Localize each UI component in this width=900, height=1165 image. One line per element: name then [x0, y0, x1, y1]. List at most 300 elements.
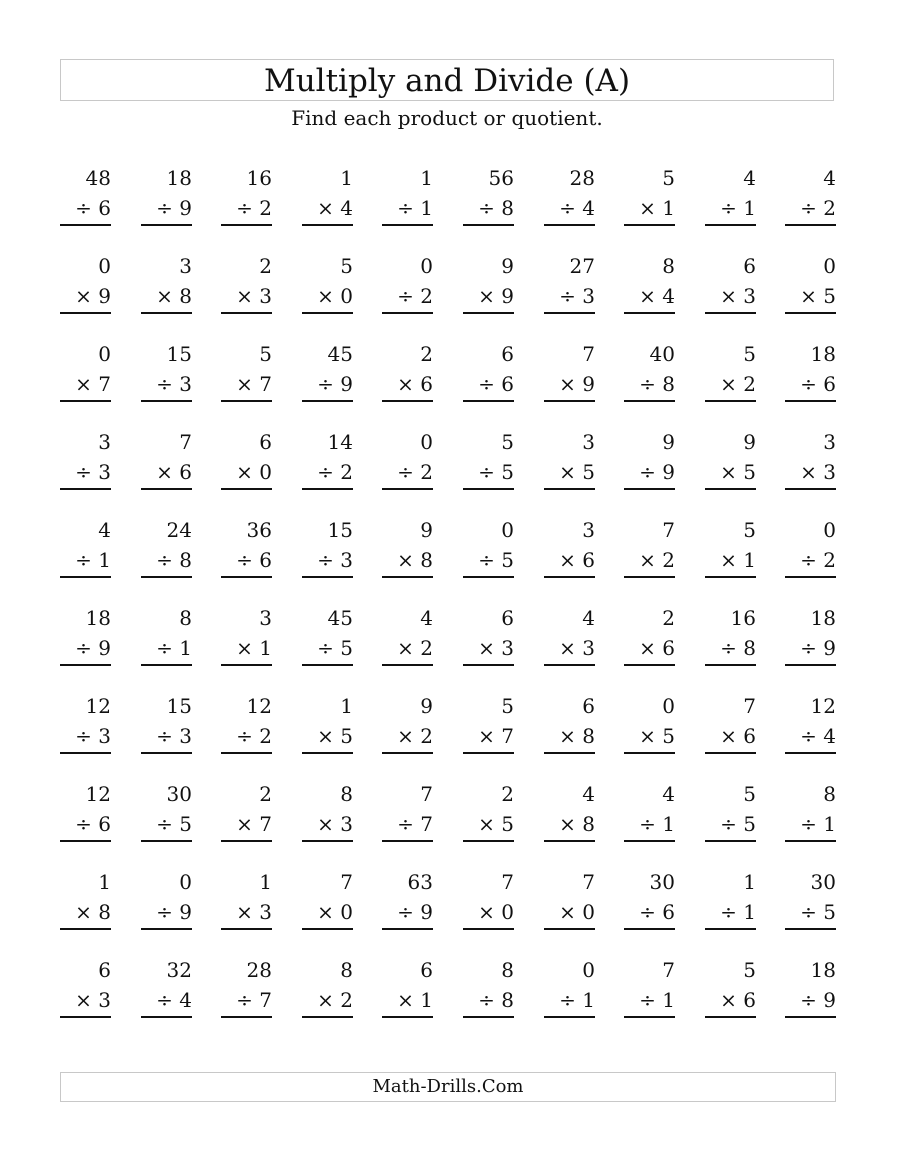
title-box: [60, 59, 834, 101]
answer-line: [60, 400, 111, 402]
problem-operator-operand: × 3: [800, 460, 836, 484]
problem-operand: 4: [823, 166, 836, 190]
answer-line: [463, 752, 514, 754]
problem: [463, 250, 514, 320]
problem-operator-operand: ÷ 3: [156, 372, 192, 396]
answer-line: [382, 488, 433, 490]
problem-operand: 1: [420, 166, 433, 190]
problem-operator-operand: ÷ 9: [156, 196, 192, 220]
problem-operand: 7: [582, 342, 595, 366]
problem: [221, 954, 272, 1024]
problem-operand: 9: [420, 518, 433, 542]
problem-operand: 48: [85, 166, 111, 190]
problem: [141, 866, 192, 936]
problem-operator-operand: × 9: [75, 284, 111, 308]
problem: [60, 690, 111, 760]
problem-operand: 4: [98, 518, 111, 542]
answer-line: [221, 1016, 272, 1018]
answer-line: [60, 488, 111, 490]
problem-operand: 8: [823, 782, 836, 806]
problem-operator-operand: ÷ 2: [800, 196, 836, 220]
problem: [302, 514, 353, 584]
problem-operand: 12: [85, 782, 111, 806]
answer-line: [624, 840, 675, 842]
problem-operator-operand: × 3: [236, 284, 272, 308]
problem-operator-operand: ÷ 8: [478, 196, 514, 220]
answer-line: [544, 664, 595, 666]
problem: [544, 426, 595, 496]
answer-line: [544, 1016, 595, 1018]
answer-line: [463, 400, 514, 402]
problem-operand: 5: [501, 430, 514, 454]
problem: [705, 690, 756, 760]
answer-line: [302, 928, 353, 930]
problem: [221, 162, 272, 232]
answer-line: [60, 576, 111, 578]
answer-line: [624, 752, 675, 754]
problem-operand: 8: [179, 606, 192, 630]
problem: [544, 778, 595, 848]
problem-operator-operand: × 5: [559, 460, 595, 484]
problem: [705, 778, 756, 848]
problem: [382, 690, 433, 760]
problem-operator-operand: ÷ 1: [75, 548, 111, 572]
problem-operator-operand: ÷ 9: [800, 988, 836, 1012]
problem-operator-operand: ÷ 9: [75, 636, 111, 660]
footer-box: [60, 1072, 836, 1102]
problem: [221, 602, 272, 672]
problem-operator-operand: × 6: [156, 460, 192, 484]
problem-operator-operand: ÷ 2: [317, 460, 353, 484]
problem: [463, 338, 514, 408]
answer-line: [624, 224, 675, 226]
answer-line: [141, 224, 192, 226]
answer-line: [60, 664, 111, 666]
problem-operand: 6: [582, 694, 595, 718]
answer-line: [302, 576, 353, 578]
problem-operator-operand: × 1: [236, 636, 272, 660]
answer-line: [463, 576, 514, 578]
problem-operand: 3: [582, 430, 595, 454]
problem-operator-operand: × 6: [720, 988, 756, 1012]
problem-operand: 4: [582, 606, 595, 630]
problem-operator-operand: ÷ 4: [156, 988, 192, 1012]
problem-operator-operand: ÷ 5: [478, 460, 514, 484]
answer-line: [463, 488, 514, 490]
problem: [302, 602, 353, 672]
problem-operand: 0: [179, 870, 192, 894]
answer-line: [221, 312, 272, 314]
problem-operator-operand: ÷ 3: [156, 724, 192, 748]
problem-operand: 0: [823, 254, 836, 278]
problem-operator-operand: × 9: [478, 284, 514, 308]
problem: [705, 866, 756, 936]
problem-operand: 28: [246, 958, 272, 982]
problem: [544, 690, 595, 760]
problem: [463, 778, 514, 848]
problem-operator-operand: × 8: [559, 812, 595, 836]
answer-line: [463, 840, 514, 842]
problem-operand: 6: [743, 254, 756, 278]
answer-line: [221, 928, 272, 930]
problem-operator-operand: ÷ 1: [720, 900, 756, 924]
instructions: Find each product or quotient.: [291, 106, 603, 130]
problem-operator-operand: ÷ 9: [639, 460, 675, 484]
problem: [60, 954, 111, 1024]
problem-operand: 1: [340, 166, 353, 190]
problem-operator-operand: × 5: [478, 812, 514, 836]
answer-line: [302, 664, 353, 666]
problem-operator-operand: × 6: [559, 548, 595, 572]
problem-operand: 1: [743, 870, 756, 894]
problem-operand: 5: [259, 342, 272, 366]
problem: [463, 866, 514, 936]
problem-operand: 45: [327, 606, 353, 630]
problem-operator-operand: × 2: [720, 372, 756, 396]
problem-operand: 30: [649, 870, 675, 894]
answer-line: [60, 312, 111, 314]
problem: [302, 778, 353, 848]
answer-line: [141, 840, 192, 842]
problem-operand: 14: [327, 430, 353, 454]
problem-operator-operand: ÷ 1: [639, 988, 675, 1012]
problem-operator-operand: ÷ 8: [639, 372, 675, 396]
answer-line: [624, 400, 675, 402]
answer-line: [60, 224, 111, 226]
problem-operator-operand: × 3: [478, 636, 514, 660]
problem-operand: 5: [743, 958, 756, 982]
problem: [141, 954, 192, 1024]
answer-line: [624, 928, 675, 930]
problem: [785, 690, 836, 760]
problem: [785, 514, 836, 584]
problem-operator-operand: ÷ 2: [397, 460, 433, 484]
problem-operator-operand: ÷ 5: [800, 900, 836, 924]
answer-line: [141, 576, 192, 578]
problem-operand: 40: [649, 342, 675, 366]
problem-operand: 2: [420, 342, 433, 366]
answer-line: [221, 400, 272, 402]
problem: [785, 602, 836, 672]
problem-operand: 0: [823, 518, 836, 542]
problem-operand: 2: [662, 606, 675, 630]
problem: [705, 514, 756, 584]
answer-line: [785, 312, 836, 314]
problem-operand: 0: [98, 254, 111, 278]
problem-operator-operand: × 9: [559, 372, 595, 396]
problem: [302, 162, 353, 232]
problem-operator-operand: × 5: [720, 460, 756, 484]
problem-operator-operand: × 1: [397, 988, 433, 1012]
problem: [302, 338, 353, 408]
problem: [221, 778, 272, 848]
problem-operator-operand: ÷ 9: [317, 372, 353, 396]
problem-operand: 4: [582, 782, 595, 806]
problem-grid: [60, 162, 836, 1042]
problem-operand: 12: [810, 694, 836, 718]
problem-operand: 18: [810, 958, 836, 982]
problem: [544, 602, 595, 672]
problem: [60, 778, 111, 848]
problem: [141, 162, 192, 232]
problem-row: [60, 778, 836, 866]
problem: [624, 954, 675, 1024]
problem-operator-operand: ÷ 7: [397, 812, 433, 836]
answer-line: [624, 1016, 675, 1018]
problem-operand: 5: [340, 254, 353, 278]
answer-line: [221, 224, 272, 226]
problem-operand: 5: [743, 342, 756, 366]
answer-line: [624, 576, 675, 578]
answer-line: [141, 1016, 192, 1018]
answer-line: [463, 928, 514, 930]
answer-line: [141, 664, 192, 666]
problem-operator-operand: ÷ 4: [559, 196, 595, 220]
problem: [382, 514, 433, 584]
answer-line: [785, 928, 836, 930]
problem-operand: 5: [501, 694, 514, 718]
answer-line: [302, 752, 353, 754]
problem-operand: 1: [259, 870, 272, 894]
problem-operand: 7: [179, 430, 192, 454]
problem-operator-operand: × 2: [397, 724, 433, 748]
problem: [463, 162, 514, 232]
problem-operand: 6: [420, 958, 433, 982]
problem: [141, 338, 192, 408]
problem-operand: 18: [810, 342, 836, 366]
problem-operator-operand: ÷ 5: [478, 548, 514, 572]
answer-line: [141, 488, 192, 490]
answer-line: [60, 840, 111, 842]
problem-operator-operand: ÷ 3: [317, 548, 353, 572]
problem-row: [60, 250, 836, 338]
problem: [624, 866, 675, 936]
problem-operator-operand: × 3: [317, 812, 353, 836]
problem: [705, 162, 756, 232]
answer-line: [785, 752, 836, 754]
problem: [544, 866, 595, 936]
problem-operator-operand: × 5: [317, 724, 353, 748]
problem-operator-operand: ÷ 3: [75, 460, 111, 484]
footer-site-name: Math-Drills.Com: [372, 1076, 524, 1097]
problem: [302, 954, 353, 1024]
answer-line: [705, 928, 756, 930]
problem: [463, 690, 514, 760]
answer-line: [785, 1016, 836, 1018]
problem: [221, 250, 272, 320]
answer-line: [141, 752, 192, 754]
answer-line: [705, 752, 756, 754]
problem-operator-operand: ÷ 3: [75, 724, 111, 748]
problem-operator-operand: × 2: [397, 636, 433, 660]
problem-row: [60, 514, 836, 602]
problem-operator-operand: ÷ 1: [559, 988, 595, 1012]
problem-operator-operand: × 0: [478, 900, 514, 924]
problem: [463, 426, 514, 496]
problem: [221, 514, 272, 584]
answer-line: [544, 576, 595, 578]
problem-operand: 7: [743, 694, 756, 718]
problem-operand: 8: [501, 958, 514, 982]
problem-operand: 28: [569, 166, 595, 190]
problem-operator-operand: ÷ 6: [75, 812, 111, 836]
answer-line: [705, 488, 756, 490]
problem-operator-operand: ÷ 7: [236, 988, 272, 1012]
problem-operand: 18: [85, 606, 111, 630]
problem-operand: 18: [166, 166, 192, 190]
problem-row: [60, 954, 836, 1042]
problem-operator-operand: × 0: [559, 900, 595, 924]
problem-operator-operand: ÷ 2: [397, 284, 433, 308]
answer-line: [705, 312, 756, 314]
problem: [624, 250, 675, 320]
problem: [785, 426, 836, 496]
problem-operand: 3: [259, 606, 272, 630]
problem-operand: 1: [98, 870, 111, 894]
problem-operand: 3: [179, 254, 192, 278]
problem: [624, 514, 675, 584]
problem: [141, 426, 192, 496]
problem-operator-operand: × 3: [75, 988, 111, 1012]
answer-line: [382, 840, 433, 842]
problem-operator-operand: ÷ 9: [800, 636, 836, 660]
problem-operand: 6: [98, 958, 111, 982]
problem: [544, 954, 595, 1024]
problem-operator-operand: ÷ 6: [75, 196, 111, 220]
problem-operator-operand: ÷ 6: [800, 372, 836, 396]
problem-operand: 30: [810, 870, 836, 894]
problem-operand: 5: [743, 782, 756, 806]
problem: [785, 954, 836, 1024]
problem-operand: 12: [85, 694, 111, 718]
problem: [302, 690, 353, 760]
problem-row: [60, 338, 836, 426]
answer-line: [382, 928, 433, 930]
problem: [705, 602, 756, 672]
answer-line: [221, 752, 272, 754]
problem-operator-operand: × 6: [397, 372, 433, 396]
problem-operand: 5: [662, 166, 675, 190]
problem-operand: 0: [420, 254, 433, 278]
problem: [221, 338, 272, 408]
problem: [624, 778, 675, 848]
answer-line: [705, 576, 756, 578]
problem-operator-operand: × 7: [236, 372, 272, 396]
problem-operand: 16: [246, 166, 272, 190]
answer-line: [463, 224, 514, 226]
problem: [382, 602, 433, 672]
problem-operand: 7: [340, 870, 353, 894]
problem-operator-operand: × 0: [317, 284, 353, 308]
problem-operator-operand: ÷ 6: [639, 900, 675, 924]
problem-operand: 7: [582, 870, 595, 894]
problem-row: [60, 162, 836, 250]
problem: [544, 514, 595, 584]
problem-operand: 6: [501, 342, 514, 366]
answer-line: [705, 400, 756, 402]
answer-line: [382, 752, 433, 754]
problem-operator-operand: ÷ 5: [720, 812, 756, 836]
answer-line: [302, 312, 353, 314]
answer-line: [302, 400, 353, 402]
problem: [382, 778, 433, 848]
problem-operator-operand: ÷ 3: [559, 284, 595, 308]
problem: [382, 954, 433, 1024]
problem-operand: 12: [246, 694, 272, 718]
answer-line: [463, 664, 514, 666]
problem-operator-operand: ÷ 8: [478, 988, 514, 1012]
answer-line: [785, 400, 836, 402]
problem-operand: 0: [501, 518, 514, 542]
problem: [382, 162, 433, 232]
problem-operand: 2: [259, 254, 272, 278]
problem-operator-operand: ÷ 6: [236, 548, 272, 572]
problem-operand: 7: [420, 782, 433, 806]
problem-operator-operand: × 7: [236, 812, 272, 836]
problem: [705, 250, 756, 320]
problem: [463, 954, 514, 1024]
problem-operator-operand: × 5: [800, 284, 836, 308]
answer-line: [221, 488, 272, 490]
problem: [382, 250, 433, 320]
problem-operator-operand: ÷ 4: [800, 724, 836, 748]
answer-line: [382, 400, 433, 402]
answer-line: [544, 928, 595, 930]
problem: [544, 338, 595, 408]
problem-operand: 7: [501, 870, 514, 894]
problem-operand: 15: [166, 342, 192, 366]
problem-operator-operand: ÷ 5: [156, 812, 192, 836]
problem: [624, 602, 675, 672]
answer-line: [221, 840, 272, 842]
problem-operator-operand: ÷ 8: [156, 548, 192, 572]
problem-operator-operand: ÷ 2: [236, 196, 272, 220]
problem-operand: 0: [420, 430, 433, 454]
problem: [785, 778, 836, 848]
problem-operand: 6: [259, 430, 272, 454]
problem: [624, 426, 675, 496]
problem-operator-operand: × 3: [236, 900, 272, 924]
answer-line: [705, 840, 756, 842]
problem-operator-operand: × 8: [75, 900, 111, 924]
answer-line: [302, 488, 353, 490]
problem-operand: 3: [98, 430, 111, 454]
problem: [382, 338, 433, 408]
problem: [141, 690, 192, 760]
problem-operator-operand: × 0: [236, 460, 272, 484]
problem: [302, 426, 353, 496]
answer-line: [785, 840, 836, 842]
answer-line: [302, 224, 353, 226]
problem-operand: 9: [662, 430, 675, 454]
problem-operator-operand: × 1: [720, 548, 756, 572]
answer-line: [544, 312, 595, 314]
problem: [141, 250, 192, 320]
problem-operator-operand: × 4: [639, 284, 675, 308]
problem-operand: 9: [420, 694, 433, 718]
problem: [221, 866, 272, 936]
problem-operator-operand: × 4: [317, 196, 353, 220]
problem-operand: 15: [327, 518, 353, 542]
answer-line: [705, 664, 756, 666]
problem-operator-operand: × 7: [75, 372, 111, 396]
problem-operator-operand: ÷ 1: [639, 812, 675, 836]
problem: [624, 690, 675, 760]
problem-operator-operand: × 3: [559, 636, 595, 660]
problem: [60, 514, 111, 584]
page-title: Multiply and Divide (A): [263, 63, 631, 99]
problem-operand: 4: [743, 166, 756, 190]
